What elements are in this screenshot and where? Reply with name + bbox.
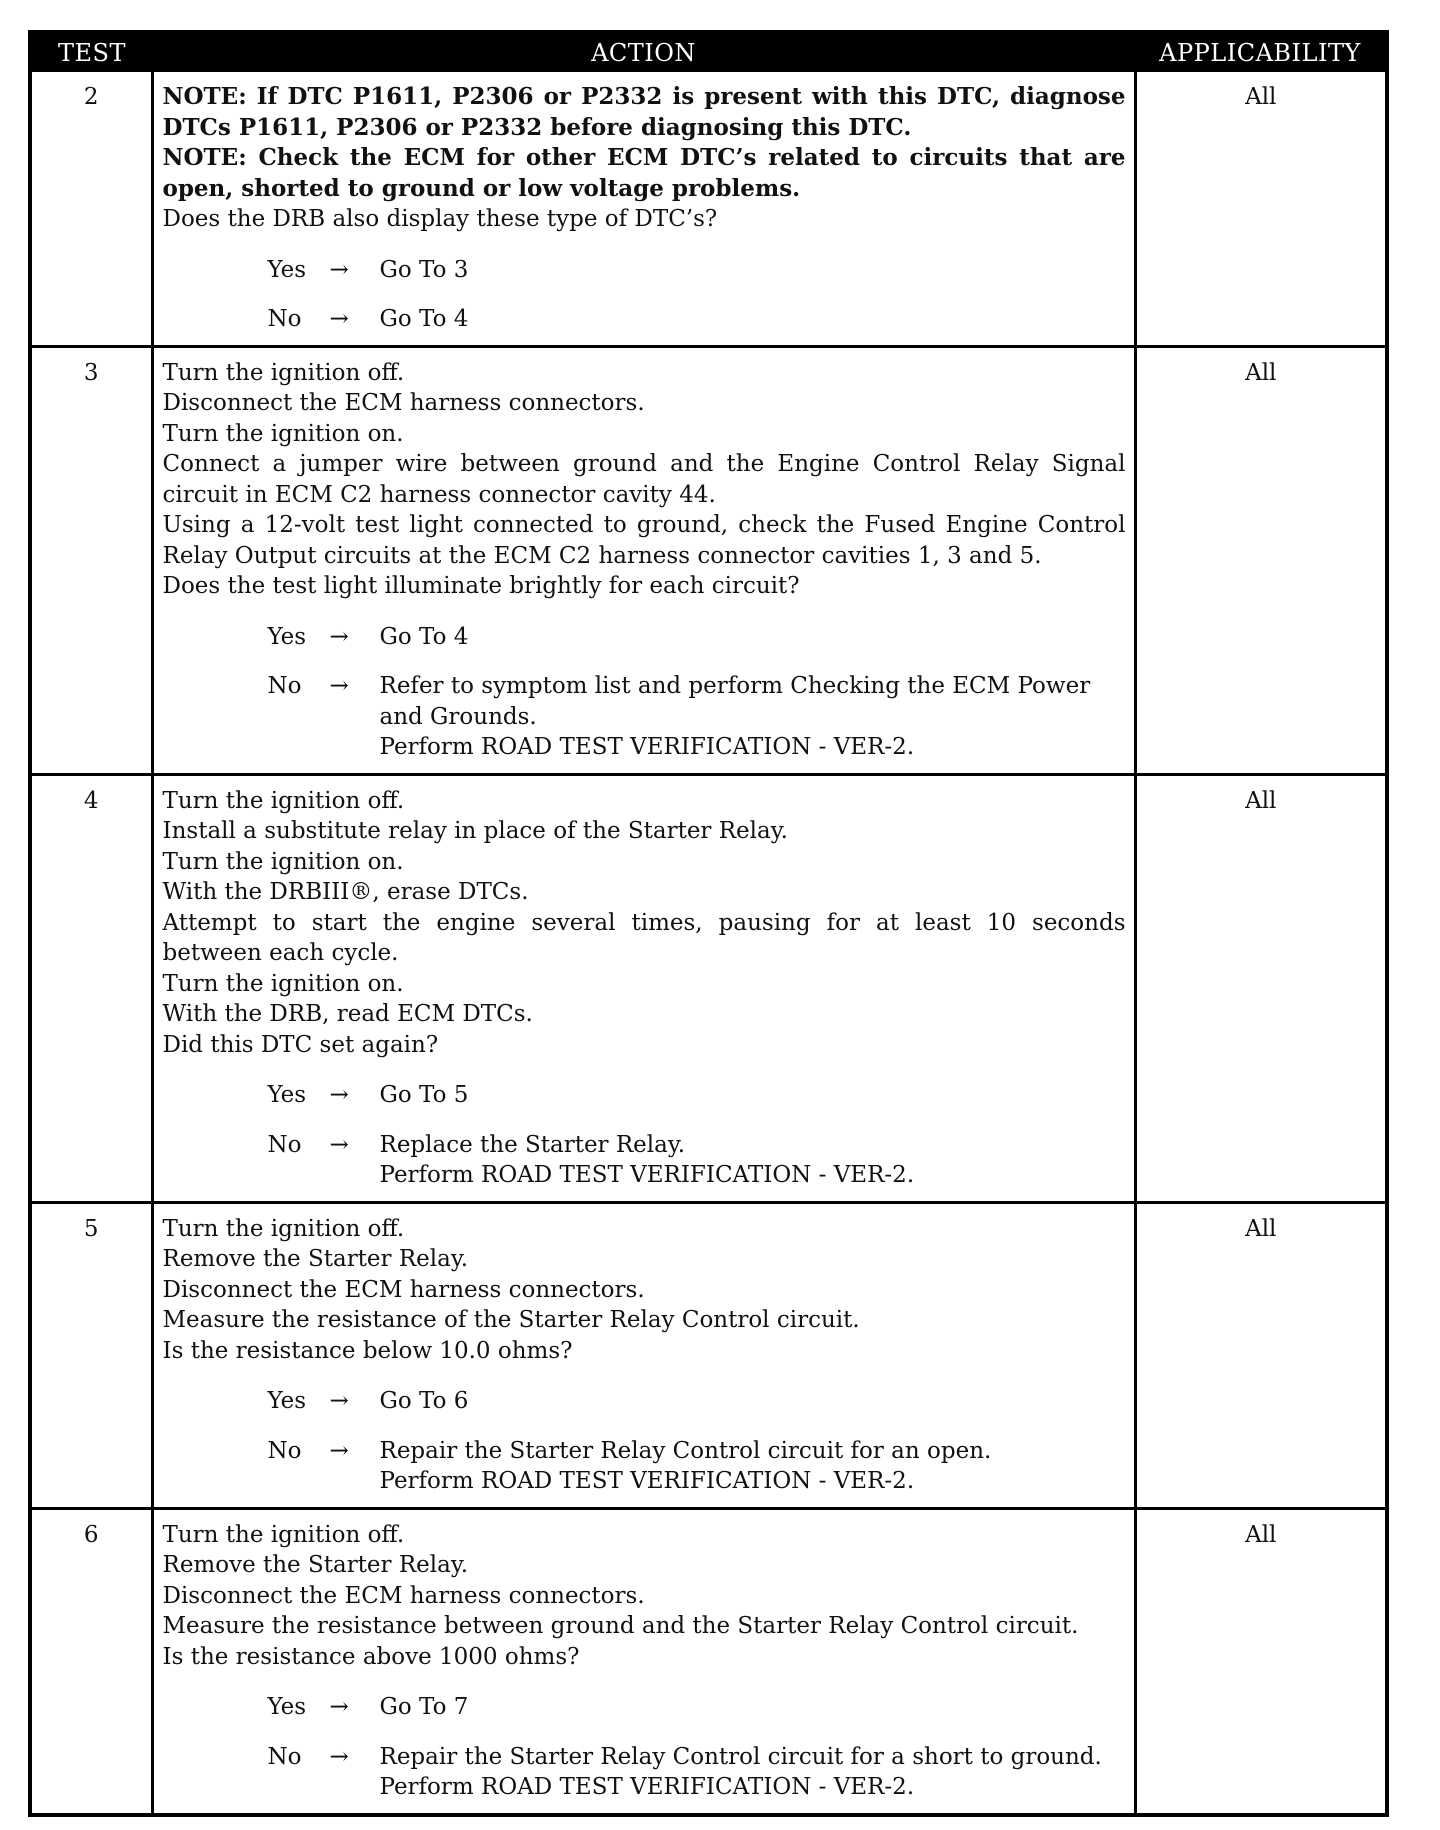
step-text: Turn the ignition off.	[162, 1521, 405, 1548]
step-text: Measure the resistance between ground and the Starter Relay Control circuit.	[162, 1613, 1079, 1639]
result-line: Go To 5	[379, 1082, 469, 1108]
result-line: Go To 7	[379, 1694, 469, 1720]
test-number: 2	[32, 72, 152, 346]
step-text: Using a 12-volt test light connected to ground, check the Fused Engine Control Relay Output circuits at the ECM C2 harness connector cavities 1, 3 and 5.	[162, 512, 1126, 569]
step-text: Turn the ignition on.	[162, 848, 404, 875]
response-result	[380, 671, 1126, 763]
response-yes	[268, 255, 1126, 286]
response-no	[268, 1742, 1126, 1803]
response-no	[268, 1436, 1126, 1497]
arrow-right-icon: →	[329, 1388, 349, 1414]
table-body	[32, 72, 1385, 1813]
test-number: 3	[32, 346, 152, 774]
table-row	[32, 1508, 1385, 1813]
action-cell	[152, 346, 1135, 774]
result-line: Repair the Starter Relay Control circuit for a short to ground.	[379, 1743, 1102, 1770]
response-result	[380, 1130, 1126, 1191]
step-text: Remove the Starter Relay.	[162, 1552, 469, 1578]
table-row	[32, 346, 1385, 774]
arrow-right-icon: →	[329, 306, 349, 332]
arrow-right-icon: →	[329, 1743, 349, 1770]
table-row	[32, 1202, 1385, 1508]
step-text: Did this DTC set again?	[162, 1031, 439, 1058]
step-text: Is the resistance above 1000 ohms?	[162, 1643, 580, 1670]
arrow-right-icon: →	[329, 623, 349, 650]
result-line: Replace the Starter Relay.	[379, 1131, 686, 1158]
step-text: Disconnect the ECM harness connectors.	[162, 390, 645, 416]
response-label: No	[267, 673, 302, 699]
response-result	[380, 1080, 1126, 1111]
arrow-right-icon: →	[329, 256, 349, 283]
diagnostic-test-table	[32, 34, 1385, 1813]
response-yes	[268, 1080, 1126, 1111]
response-yes	[268, 1386, 1126, 1417]
result-line: Perform ROAD TEST VERIFICATION - VER-2.	[379, 1774, 915, 1800]
response-result	[380, 304, 1126, 335]
result-line: Perform ROAD TEST VERIFICATION - VER-2.	[379, 1162, 915, 1188]
response-label: Yes	[267, 1082, 307, 1108]
step-text: Turn the ignition off.	[162, 1215, 405, 1242]
result-line: Go To 6	[379, 1388, 469, 1414]
step-text: Is the resistance below 10.0 ohms?	[162, 1337, 573, 1364]
result-line: Go To 4	[379, 306, 469, 332]
step-text: Turn the ignition off.	[162, 359, 405, 386]
arrow-right-icon: →	[329, 1131, 349, 1158]
response-yes	[268, 622, 1126, 653]
applicability-value: All	[1245, 84, 1277, 110]
response-result	[380, 255, 1126, 286]
step-text: Turn the ignition on.	[162, 970, 404, 997]
applicability-value: All	[1135, 1202, 1385, 1508]
response-yes	[268, 1692, 1126, 1723]
header-action: ACTION	[152, 34, 1135, 72]
note-text: NOTE: Check the ECM for other ECM DTC’s related to circuits that are open, shorted to ground or low voltage problems.	[162, 144, 1126, 202]
response-label: No	[267, 1437, 302, 1464]
step-text: Does the DRB also display these type of DTC’s?	[162, 206, 718, 232]
note-text: NOTE: If DTC P1611, P2306 or P2332 is present with this DTC, diagnose DTCs P1611, P2306 or P2332 before diagnosing this DTC.	[162, 83, 1126, 141]
action-cell	[152, 1202, 1135, 1508]
applicability-value: All	[1135, 774, 1385, 1202]
table-row	[32, 774, 1385, 1202]
arrow-right-icon: →	[329, 673, 349, 699]
step-text: Turn the ignition on.	[162, 420, 404, 447]
response-label: Yes	[267, 1694, 307, 1720]
result-line: Perform ROAD TEST VERIFICATION - VER-2.	[379, 1468, 915, 1494]
header-applicability: APPLICABILITY	[1135, 34, 1385, 72]
step-text: Disconnect the ECM harness connectors.	[162, 1276, 645, 1303]
step-text: Install a substitute relay in place of the Starter Relay.	[162, 818, 788, 844]
response-result	[380, 1386, 1126, 1417]
header-row	[32, 34, 1385, 72]
arrow-right-icon: →	[329, 1437, 349, 1464]
action-cell	[152, 774, 1135, 1202]
step-text: Does the test light illuminate brightly for each circuit?	[162, 573, 800, 599]
step-text: With the DRB, read ECM DTCs.	[162, 1001, 533, 1027]
response-label: Yes	[267, 623, 307, 650]
step-text: Remove the Starter Relay.	[162, 1246, 469, 1272]
result-line: Go To 3	[379, 256, 469, 283]
response-result	[380, 1692, 1126, 1723]
step-text: With the DRBIII®, erase DTCs.	[162, 879, 529, 905]
response-label: No	[267, 1743, 302, 1770]
result-line: Go To 4	[379, 623, 469, 650]
header-test: TEST	[32, 34, 152, 72]
diagnostic-table-frame	[28, 30, 1389, 1817]
test-number: 6	[32, 1508, 152, 1813]
action-cell	[152, 1508, 1135, 1813]
step-text: Attempt to start the engine several times, pausing for at least 10 seconds between each cycle.	[162, 909, 1126, 966]
response-result	[380, 1742, 1126, 1803]
table-header	[32, 34, 1385, 72]
response-no	[268, 304, 1126, 335]
step-text: Disconnect the ECM harness connectors.	[162, 1582, 645, 1609]
response-label: No	[267, 1131, 302, 1158]
response-label: Yes	[267, 1388, 307, 1414]
response-no	[268, 671, 1126, 763]
step-text: Measure the resistance of the Starter Relay Control circuit.	[162, 1307, 860, 1333]
test-number: 5	[32, 1202, 152, 1508]
response-label: Yes	[267, 256, 307, 283]
action-cell	[152, 72, 1135, 346]
result-line: Refer to symptom list and perform Checking the ECM Power and Grounds.	[379, 673, 1091, 730]
step-text: Turn the ignition off.	[162, 787, 405, 814]
step-text: Connect a jumper wire between ground and the Engine Control Relay Signal circuit in ECM C2 harness connector cavity 44.	[162, 451, 1126, 508]
applicability-value: All	[1135, 1508, 1385, 1813]
response-result	[380, 622, 1126, 653]
response-label: No	[267, 306, 302, 332]
arrow-right-icon: →	[329, 1082, 349, 1108]
response-no	[268, 1130, 1126, 1191]
test-number: 4	[32, 774, 152, 1202]
applicability-value: All	[1135, 346, 1385, 774]
arrow-right-icon: →	[329, 1694, 349, 1720]
response-result	[380, 1436, 1126, 1497]
result-line: Perform ROAD TEST VERIFICATION - VER-2.	[379, 734, 915, 760]
table-row	[32, 72, 1385, 346]
result-line: Repair the Starter Relay Control circuit for an open.	[379, 1437, 992, 1464]
